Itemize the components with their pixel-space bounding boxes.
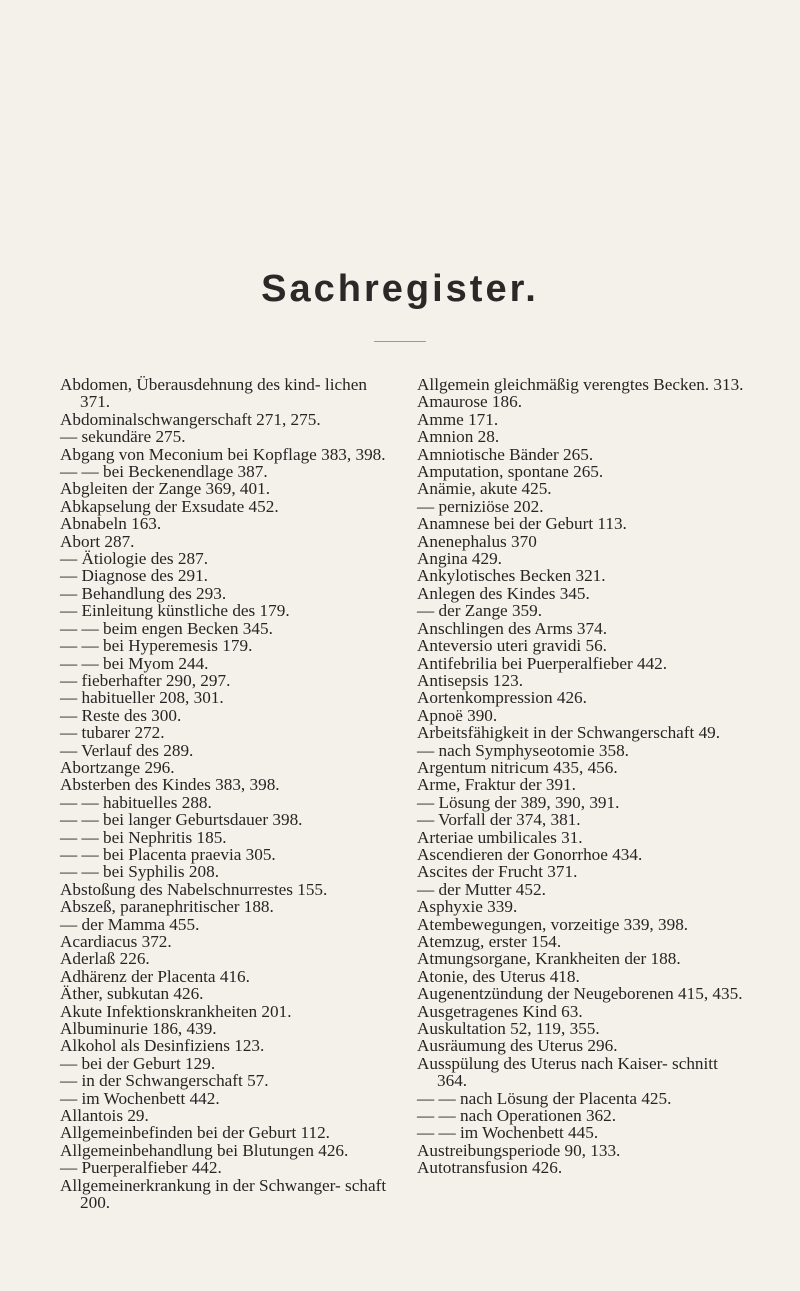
index-entry: Atembewegungen, vorzeitige 339, 398. <box>417 914 689 934</box>
index-entry: — Einleitung künstliche des 179. <box>60 601 290 621</box>
index-entry: Adhärenz der Placenta 416. <box>60 966 250 986</box>
index-entry: — Verlauf des 289. <box>60 740 194 760</box>
index-entry: Augenentzündung der Neugeborenen 415, 435. <box>417 984 743 1004</box>
index-entry: Apnoë 390. <box>417 705 498 725</box>
title-divider <box>374 341 426 342</box>
index-entry: — Lösung der 389, 390, 391. <box>417 792 620 812</box>
index-entry: Alkohol als Desinfiziens 123. <box>60 1036 265 1056</box>
index-entry: — — bei Beckenendlage 387. <box>60 462 268 482</box>
index-entry: Arme, Fraktur der 391. <box>417 775 576 795</box>
index-entry: Albuminurie 186, 439. <box>60 1019 217 1039</box>
index-entry: Absterben des Kindes 383, 398. <box>60 775 280 795</box>
index-entry: Akute Infektionskrankheiten 201. <box>60 1001 292 1021</box>
index-entry: Ankylotisches Becken 321. <box>417 566 606 586</box>
index-entry: Asphyxie 339. <box>417 897 518 917</box>
index-entry: Amniotische Bänder 265. <box>417 444 594 464</box>
index-entry: Anämie, akute 425. <box>417 479 552 499</box>
index-entry: — perniziöse 202. <box>417 496 544 516</box>
index-entry: Allgemeinbehandlung bei Blutungen 426. <box>60 1140 349 1160</box>
index-entry: Abgleiten der Zange 369, 401. <box>60 479 271 499</box>
index-entry: Anamnese bei der Geburt 113. <box>417 514 627 534</box>
index-entry: — — nach Operationen 362. <box>417 1106 617 1126</box>
index-entry: — — bei Nephritis 185. <box>60 827 227 847</box>
index-entry: Autotransfusion 426. <box>417 1158 563 1178</box>
index-entry: Arteriae umbilicales 31. <box>417 827 583 847</box>
index-entry: Abstoßung des Nabelschnurrestes 155. <box>60 879 328 899</box>
index-entry: — habitueller 208, 301. <box>60 688 224 708</box>
index-entry: Atemzug, erster 154. <box>417 932 562 951</box>
index-column-right <box>417 376 751 1177</box>
index-entry: Ausspülung des Uterus nach Kaiser- schnitt 364. <box>417 1053 718 1091</box>
index-entry: — tubarer 272. <box>60 723 165 743</box>
index-entry: Antifebrilia bei Puerperalfieber 442. <box>417 653 668 673</box>
index-entry: — — im Wochenbett 445. <box>417 1123 599 1143</box>
index-entry: Amme 171. <box>417 409 499 429</box>
index-entry: — Reste des 300. <box>60 705 182 725</box>
index-entry: Anteversio uteri gravidi 56. <box>417 636 607 656</box>
index-entry: Abszeß, paranephritischer 188. <box>60 897 274 917</box>
index-entry: Anenephalus 370 <box>417 531 537 551</box>
index-entry: Acardiacus 372. <box>60 932 172 951</box>
index-entry: Ausräumung des Uterus 296. <box>417 1036 618 1056</box>
index-entry: Austreibungsperiode 90, 133. <box>417 1140 621 1160</box>
index-entry: Auskultation 52, 119, 355. <box>417 1019 600 1039</box>
index-entry: — sekundäre 275. <box>60 427 186 447</box>
index-entry: Atonie, des Uterus 418. <box>417 966 580 986</box>
index-entry: Ascendieren der Gonorrhoe 434. <box>417 844 643 864</box>
index-entry: — nach Symphyseotomie 358. <box>417 740 629 760</box>
index-entry: — — bei Syphilis 208. <box>60 862 219 882</box>
index-entry: Ascites der Frucht 371. <box>417 862 578 882</box>
index-entry: Amaurose 186. <box>417 392 523 412</box>
index-entry: Abgang von Meconium bei Kopflage 383, 398. <box>60 444 386 464</box>
index-entry: — Behandlung des 293. <box>60 583 227 603</box>
index-entry: Anschlingen des Arms 374. <box>417 618 608 638</box>
index-entry: — der Mutter 452. <box>417 879 546 899</box>
index-entry: Angina 429. <box>417 549 502 569</box>
index-entry: Abkapselung der Exsudate 452. <box>60 496 279 516</box>
index-entry: — im Wochenbett 442. <box>60 1088 220 1108</box>
index-column-left <box>60 376 392 1212</box>
index-entry: — — bei langer Geburtsdauer 398. <box>60 810 303 830</box>
index-entry: — — nach Lösung der Placenta 425. <box>417 1088 672 1108</box>
index-entry: — Ätiologie des 287. <box>60 549 208 569</box>
index-entry: Atmungsorgane, Krankheiten der 188. <box>417 949 681 969</box>
index-entry: Abdominalschwangerschaft 271, 275. <box>60 409 321 429</box>
index-entry: — — habituelles 288. <box>60 792 212 812</box>
index-entry: — der Zange 359. <box>417 601 543 621</box>
index-entry: — fieberhafter 290, 297. <box>60 670 231 690</box>
index-entry: Allantois 29. <box>60 1106 149 1126</box>
index-entry: Abnabeln 163. <box>60 514 162 534</box>
index-entry: — der Mamma 455. <box>60 914 200 934</box>
index-entry: Aortenkompression 426. <box>417 688 587 708</box>
index-entry: Allgemeinbefinden bei der Geburt 112. <box>60 1123 330 1143</box>
index-entry: Allgemein gleichmäßig verengtes Becken. 313. <box>417 375 744 394</box>
index-entry: Anlegen des Kindes 345. <box>417 583 590 603</box>
index-entry: Arbeitsfähigkeit in der Schwangerschaft 49. <box>417 723 721 743</box>
index-entry: — — bei Hyperemesis 179. <box>60 636 253 656</box>
index-entry: — Puerperalfieber 442. <box>60 1158 222 1178</box>
index-entry: Äther, subkutan 426. <box>60 984 204 1004</box>
index-entry: Amnion 28. <box>417 427 500 447</box>
index-entry: Amputation, spontane 265. <box>417 462 604 482</box>
index-entry: Argentum nitricum 435, 456. <box>417 757 618 777</box>
index-entry: Abortzange 296. <box>60 757 175 777</box>
index-entry: — — beim engen Becken 345. <box>60 618 273 638</box>
index-entry: Aderlaß 226. <box>60 949 150 969</box>
index-entry: Ausgetragenes Kind 63. <box>417 1001 583 1021</box>
index-entry: Abdomen, Überausdehnung des kind- lichen 371. <box>60 375 367 412</box>
page-title: Sachregister. <box>261 268 539 310</box>
index-entry: — Vorfall der 374, 381. <box>417 810 581 830</box>
index-entry: — bei der Geburt 129. <box>60 1053 216 1073</box>
index-entry: — in der Schwangerschaft 57. <box>60 1071 269 1091</box>
index-entry: — — bei Placenta praevia 305. <box>60 844 276 864</box>
index-entry: — — bei Myom 244. <box>60 653 209 673</box>
index-entry: Abort 287. <box>60 531 135 551</box>
index-entry: — Diagnose des 291. <box>60 566 208 586</box>
index-entry: Antisepsis 123. <box>417 670 523 690</box>
index-entry: Allgemeinerkrankung in der Schwanger- schaft 200. <box>60 1175 387 1213</box>
